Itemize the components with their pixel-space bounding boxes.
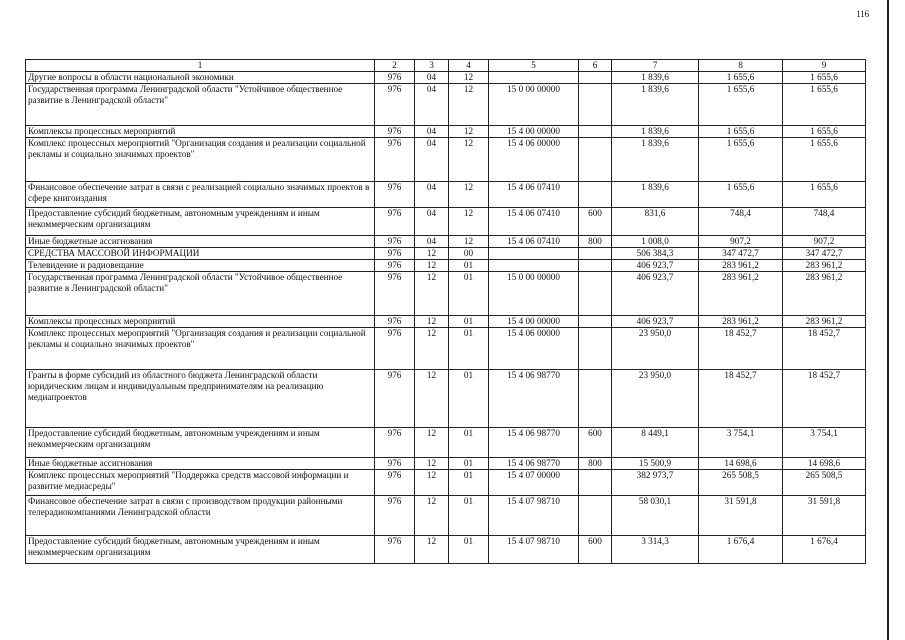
amount-year3-cell: 14 698,6: [783, 458, 866, 470]
section-code-cell: 12: [415, 248, 449, 260]
amount-year2-cell: 1 655,6: [699, 72, 783, 84]
ministry-code-cell: 976: [375, 470, 415, 496]
section-code-cell: 12: [415, 260, 449, 272]
header-cell: 7: [612, 60, 699, 72]
header-cell: 6: [579, 60, 612, 72]
expense-type-cell: [579, 470, 612, 496]
amount-year1-cell: 1 839,6: [612, 138, 699, 182]
expense-type-cell: [579, 316, 612, 328]
amount-year1-cell: 506 384,3: [612, 248, 699, 260]
target-article-cell: 15 4 06 07410: [489, 208, 579, 236]
expense-type-cell: 600: [579, 536, 612, 564]
table-row: [26, 72, 866, 84]
table-row: [26, 428, 866, 458]
expense-type-cell: 800: [579, 236, 612, 248]
amount-year3-cell: 3 754,1: [783, 428, 866, 458]
subsection-code-cell: 12: [449, 236, 489, 248]
ministry-code-cell: 976: [375, 260, 415, 272]
section-code-cell: 12: [415, 536, 449, 564]
target-article-cell: 15 4 06 00000: [489, 328, 579, 370]
expense-type-cell: [579, 370, 612, 428]
ministry-code-cell: 976: [375, 248, 415, 260]
header-cell: 5: [489, 60, 579, 72]
ministry-code-cell: 976: [375, 536, 415, 564]
target-article-cell: 15 0 00 00000: [489, 272, 579, 316]
section-code-cell: 12: [415, 272, 449, 316]
row-name-cell: Комплексы процессных мероприятий: [26, 316, 375, 328]
row-name-cell: Финансовое обеспечение затрат в связи с производством продукции районными телерадиокомпаниями Ленинградской области: [26, 496, 375, 536]
expense-type-cell: [579, 182, 612, 208]
ministry-code-cell: 976: [375, 428, 415, 458]
header-cell: 4: [449, 60, 489, 72]
amount-year1-cell: 382 973,7: [612, 470, 699, 496]
subsection-code-cell: 01: [449, 470, 489, 496]
table-row: [26, 316, 866, 328]
amount-year1-cell: 3 314,3: [612, 536, 699, 564]
row-name-cell: Финансовое обеспечение затрат в связи с реализацией социально значимых проектов в сфере книгоиздания: [26, 182, 375, 208]
ministry-code-cell: 976: [375, 328, 415, 370]
amount-year3-cell: 1 655,6: [783, 126, 866, 138]
amount-year1-cell: 406 923,7: [612, 260, 699, 272]
expense-type-cell: [579, 84, 612, 126]
subsection-code-cell: 01: [449, 316, 489, 328]
expense-type-cell: [579, 260, 612, 272]
row-name-cell: Комплекс процессных мероприятий "Поддержка средств массовой информации и развитие медиасреды": [26, 470, 375, 496]
table-body: [26, 72, 866, 564]
amount-year1-cell: 15 500,9: [612, 458, 699, 470]
subsection-code-cell: 12: [449, 182, 489, 208]
amount-year2-cell: 1 676,4: [699, 536, 783, 564]
subsection-code-cell: 01: [449, 370, 489, 428]
amount-year3-cell: 283 961,2: [783, 260, 866, 272]
amount-year2-cell: 283 961,2: [699, 316, 783, 328]
section-code-cell: 12: [415, 458, 449, 470]
section-code-cell: 12: [415, 370, 449, 428]
amount-year3-cell: 347 472,7: [783, 248, 866, 260]
page-number: 116: [856, 9, 870, 19]
header-cell: 9: [783, 60, 866, 72]
table-row: [26, 272, 866, 316]
amount-year1-cell: 406 923,7: [612, 316, 699, 328]
target-article-cell: 15 4 07 98710: [489, 496, 579, 536]
row-name-cell: Комплекс процессных мероприятий "Организация создания и реализации социальной рекламы и социально значимых проектов": [26, 138, 375, 182]
table-row: [26, 126, 866, 138]
table-row: [26, 248, 866, 260]
expense-type-cell: [579, 328, 612, 370]
target-article-cell: [489, 260, 579, 272]
expense-type-cell: [579, 496, 612, 536]
row-name-cell: Другие вопросы в области национальной экономики: [26, 72, 375, 84]
amount-year3-cell: 18 452,7: [783, 370, 866, 428]
amount-year1-cell: 1 008,0: [612, 236, 699, 248]
amount-year2-cell: 283 961,2: [699, 260, 783, 272]
target-article-cell: 15 4 07 00000: [489, 470, 579, 496]
row-name-cell: Государственная программа Ленинградской области "Устойчивое общественное развитие в Ленинградской области": [26, 84, 375, 126]
amount-year2-cell: 283 961,2: [699, 272, 783, 316]
amount-year1-cell: 1 839,6: [612, 84, 699, 126]
amount-year1-cell: 8 449,1: [612, 428, 699, 458]
section-code-cell: 12: [415, 428, 449, 458]
subsection-code-cell: 00: [449, 248, 489, 260]
row-name-cell: Предоставление субсидий бюджетным, автономным учреждениям и иным некоммерческим организациям: [26, 536, 375, 564]
page-border-line: [887, 0, 889, 640]
ministry-code-cell: 976: [375, 458, 415, 470]
amount-year2-cell: 1 655,6: [699, 126, 783, 138]
ministry-code-cell: 976: [375, 236, 415, 248]
amount-year3-cell: 283 961,2: [783, 316, 866, 328]
row-name-cell: Комплекс процессных мероприятий "Организация создания и реализации социальной рекламы и социально значимых проектов": [26, 328, 375, 370]
ministry-code-cell: 976: [375, 72, 415, 84]
table-row: [26, 470, 866, 496]
subsection-code-cell: 12: [449, 84, 489, 126]
target-article-cell: 15 4 06 07410: [489, 236, 579, 248]
ministry-code-cell: 976: [375, 182, 415, 208]
subsection-code-cell: 01: [449, 272, 489, 316]
subsection-code-cell: 12: [449, 72, 489, 84]
amount-year1-cell: 23 950,0: [612, 328, 699, 370]
expense-type-cell: [579, 72, 612, 84]
amount-year2-cell: 18 452,7: [699, 328, 783, 370]
section-code-cell: 12: [415, 328, 449, 370]
table-row: [26, 138, 866, 182]
amount-year3-cell: 748,4: [783, 208, 866, 236]
amount-year2-cell: 907,2: [699, 236, 783, 248]
amount-year3-cell: 1 655,6: [783, 72, 866, 84]
amount-year2-cell: 347 472,7: [699, 248, 783, 260]
row-name-cell: Телевидение и радиовещание: [26, 260, 375, 272]
section-code-cell: 04: [415, 126, 449, 138]
header-row: [26, 60, 866, 72]
amount-year3-cell: 1 655,6: [783, 138, 866, 182]
amount-year3-cell: 907,2: [783, 236, 866, 248]
target-article-cell: 15 4 00 00000: [489, 126, 579, 138]
row-name-cell: Иные бюджетные ассигнования: [26, 236, 375, 248]
amount-year3-cell: 31 591,8: [783, 496, 866, 536]
ministry-code-cell: 976: [375, 370, 415, 428]
table-row: [26, 328, 866, 370]
ministry-code-cell: 976: [375, 138, 415, 182]
expense-type-cell: [579, 138, 612, 182]
ministry-code-cell: 976: [375, 272, 415, 316]
section-code-cell: 04: [415, 84, 449, 126]
expense-type-cell: [579, 272, 612, 316]
header-cell: 8: [699, 60, 783, 72]
amount-year2-cell: 265 508,5: [699, 470, 783, 496]
header-cell: 3: [415, 60, 449, 72]
subsection-code-cell: 12: [449, 208, 489, 236]
table-row: [26, 458, 866, 470]
amount-year2-cell: 1 655,6: [699, 84, 783, 126]
amount-year1-cell: 406 923,7: [612, 272, 699, 316]
amount-year1-cell: 23 950,0: [612, 370, 699, 428]
subsection-code-cell: 01: [449, 536, 489, 564]
row-name-cell: Комплексы процессных мероприятий: [26, 126, 375, 138]
amount-year1-cell: 58 030,1: [612, 496, 699, 536]
amount-year3-cell: 1 655,6: [783, 182, 866, 208]
row-name-cell: Предоставление субсидий бюджетным, автономным учреждениям и иным некоммерческим организациям: [26, 428, 375, 458]
ministry-code-cell: 976: [375, 208, 415, 236]
amount-year1-cell: 1 839,6: [612, 72, 699, 84]
table-row: [26, 260, 866, 272]
amount-year3-cell: 1 676,4: [783, 536, 866, 564]
ministry-code-cell: 976: [375, 496, 415, 536]
expense-type-cell: 600: [579, 428, 612, 458]
table-row: [26, 182, 866, 208]
table-row: [26, 84, 866, 126]
section-code-cell: 04: [415, 138, 449, 182]
amount-year3-cell: 18 452,7: [783, 328, 866, 370]
row-name-cell: СРЕДСТВА МАССОВОЙ ИНФОРМАЦИИ: [26, 248, 375, 260]
amount-year2-cell: 18 452,7: [699, 370, 783, 428]
budget-table: [25, 59, 866, 564]
amount-year3-cell: 265 508,5: [783, 470, 866, 496]
subsection-code-cell: 01: [449, 428, 489, 458]
section-code-cell: 04: [415, 236, 449, 248]
subsection-code-cell: 12: [449, 126, 489, 138]
amount-year2-cell: 3 754,1: [699, 428, 783, 458]
row-name-cell: Государственная программа Ленинградской области "Устойчивое общественное развитие в Ленинградской области": [26, 272, 375, 316]
subsection-code-cell: 01: [449, 260, 489, 272]
table-row: [26, 236, 866, 248]
target-article-cell: 15 4 06 00000: [489, 138, 579, 182]
target-article-cell: 15 4 06 98770: [489, 370, 579, 428]
section-code-cell: 12: [415, 470, 449, 496]
header-cell: 1: [26, 60, 375, 72]
expense-type-cell: [579, 248, 612, 260]
target-article-cell: [489, 72, 579, 84]
table-row: [26, 536, 866, 564]
ministry-code-cell: 976: [375, 316, 415, 328]
table-row: [26, 370, 866, 428]
target-article-cell: 15 4 00 00000: [489, 316, 579, 328]
row-name-cell: Предоставление субсидий бюджетным, автономным учреждениям и иным некоммерческим организациям: [26, 208, 375, 236]
amount-year3-cell: 283 961,2: [783, 272, 866, 316]
section-code-cell: 04: [415, 72, 449, 84]
table-row: [26, 496, 866, 536]
subsection-code-cell: 01: [449, 328, 489, 370]
target-article-cell: 15 4 07 98710: [489, 536, 579, 564]
amount-year2-cell: 748,4: [699, 208, 783, 236]
amount-year3-cell: 1 655,6: [783, 84, 866, 126]
row-name-cell: Иные бюджетные ассигнования: [26, 458, 375, 470]
target-article-cell: 15 4 06 07410: [489, 182, 579, 208]
expense-type-cell: 800: [579, 458, 612, 470]
section-code-cell: 12: [415, 316, 449, 328]
section-code-cell: 04: [415, 208, 449, 236]
amount-year2-cell: 31 591,8: [699, 496, 783, 536]
target-article-cell: 15 0 00 00000: [489, 84, 579, 126]
amount-year1-cell: 831,6: [612, 208, 699, 236]
subsection-code-cell: 01: [449, 458, 489, 470]
expense-type-cell: [579, 126, 612, 138]
target-article-cell: 15 4 06 98770: [489, 428, 579, 458]
row-name-cell: Гранты в форме субсидий из областного бюджета Ленинградской области юридическим лицам и индивидуальным предпринимателям на реализацию медиапроектов: [26, 370, 375, 428]
amount-year2-cell: 14 698,6: [699, 458, 783, 470]
subsection-code-cell: 01: [449, 496, 489, 536]
table-row: [26, 208, 866, 236]
ministry-code-cell: 976: [375, 126, 415, 138]
amount-year2-cell: 1 655,6: [699, 182, 783, 208]
section-code-cell: 12: [415, 496, 449, 536]
amount-year2-cell: 1 655,6: [699, 138, 783, 182]
target-article-cell: 15 4 06 98770: [489, 458, 579, 470]
amount-year1-cell: 1 839,6: [612, 126, 699, 138]
target-article-cell: [489, 248, 579, 260]
amount-year1-cell: 1 839,6: [612, 182, 699, 208]
section-code-cell: 04: [415, 182, 449, 208]
expense-type-cell: 600: [579, 208, 612, 236]
subsection-code-cell: 12: [449, 138, 489, 182]
header-cell: 2: [375, 60, 415, 72]
ministry-code-cell: 976: [375, 84, 415, 126]
